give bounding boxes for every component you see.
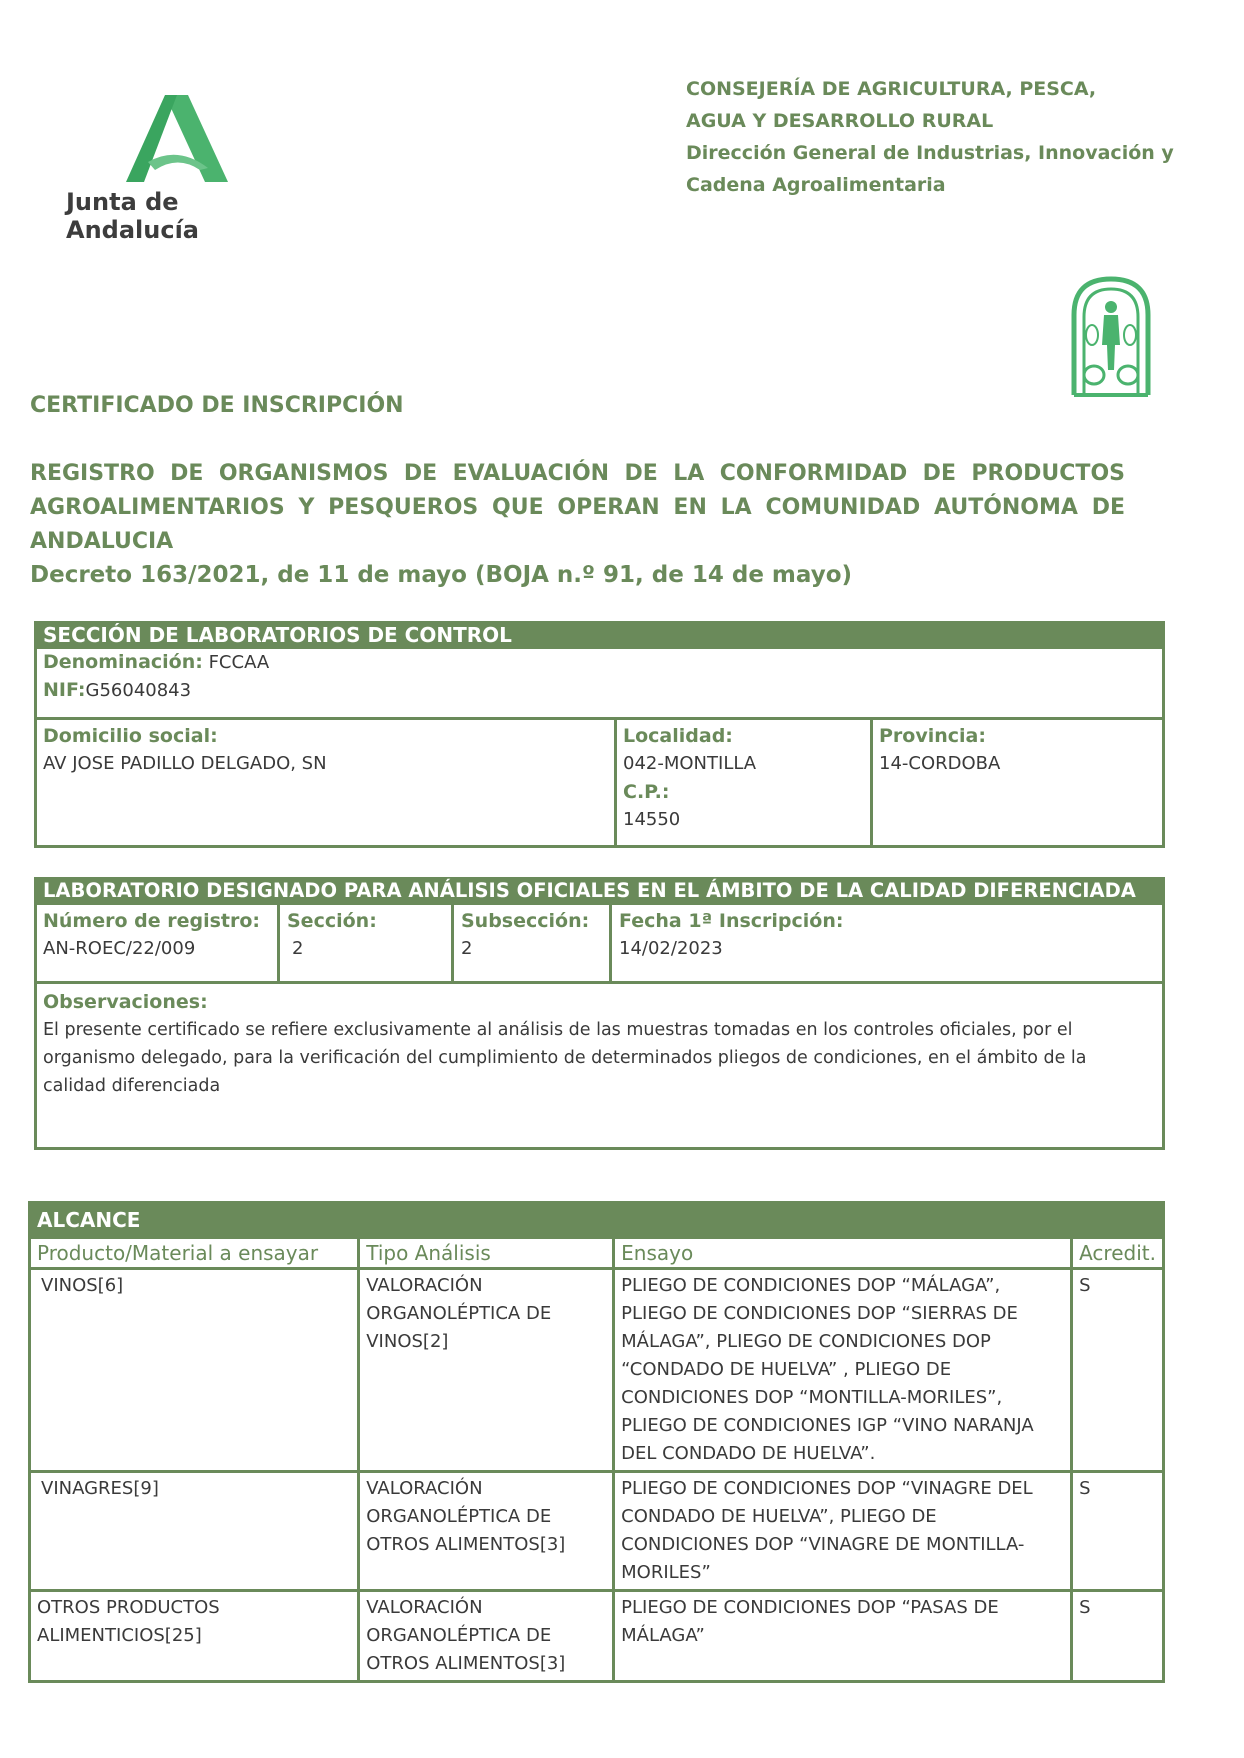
provincia-value: 14-CORDOBA	[879, 753, 1001, 774]
alcance-bar-end	[1072, 1203, 1164, 1238]
observaciones-label: Observaciones:	[43, 991, 208, 1013]
domicilio	[35, 718, 610, 782]
cp-label: C.P.:	[623, 781, 670, 803]
logo-label: Junta de Andalucía	[66, 188, 199, 244]
denominacion-value: FCCAA	[202, 652, 270, 673]
localidad	[615, 718, 865, 838]
col-header-acredit: Acredit.	[1072, 1238, 1164, 1269]
subseccion	[453, 903, 608, 967]
row-tipo: VALORACIÓN ORGANOLÉPTICA DE VINOS[2]	[359, 1269, 614, 1472]
row-acredit: S	[1072, 1472, 1164, 1591]
row-acredit: S	[1072, 1591, 1164, 1682]
fecha-inscripcion	[611, 903, 1011, 967]
row-producto: VINAGRES[9]	[30, 1472, 359, 1591]
certificate-title: CERTIFICADO DE INSCRIPCIÓN	[30, 393, 404, 418]
alcance-bar	[30, 1203, 1164, 1238]
table-row	[30, 1472, 1164, 1591]
provincia-label: Provincia:	[879, 725, 986, 747]
fecha-value: 14/02/2023	[619, 938, 723, 959]
subseccion-label: Subsección:	[461, 910, 590, 932]
col-header-ensayo: Ensayo	[614, 1238, 1072, 1269]
row-ensayo: PLIEGO DE CONDICIONES DOP “MÁLAGA”, PLIEGO DE CONDICIONES DOP “SIERRAS DE MÁLAGA”, PLIEGO DE CONDICIONES DOP “CONDADO DE HUELVA” , PLIEGO DE CONDICIONES DOP “MONTILLA-MORILES”, PLIEGO DE CONDICIONES IGP “VINO NARANJA DEL CONDADO DE HUELVA”.	[614, 1269, 1072, 1472]
observaciones	[35, 984, 1163, 1104]
registro-value: AN-ROEC/22/009	[43, 938, 196, 959]
registry-title	[30, 457, 1125, 559]
denominacion	[35, 647, 1135, 677]
laboratorio-designado-bar: LABORATORIO DESIGNADO PARA ANÁLISIS OFICIALES EN EL ÁMBITO DE LA CALIDAD DIFERENCIADA	[34, 877, 1165, 905]
dept-line-4: Cadena Agroalimentaria	[686, 174, 946, 196]
alcance-table	[28, 1201, 1165, 1683]
decree-reference: Decreto 163/2021, de 11 de mayo (BOJA n.º 91, de 14 de mayo)	[30, 562, 853, 588]
denominacion-label: Denominación:	[43, 651, 203, 673]
fecha-label: Fecha 1ª Inscripción:	[619, 910, 844, 932]
row-ensayo: PLIEGO DE CONDICIONES DOP “VINAGRE DEL CONDADO DE HUELVA”, PLIEGO DE CONDICIONES DOP “VINAGRE DE MONTILLA-MORILES”	[614, 1472, 1072, 1591]
table-row	[30, 1269, 1164, 1472]
registry-title-line-1: REGISTRO DE ORGANISMOS DE EVALUACIÓN DE LA CONFORMIDAD DE PRODUCTOS	[30, 461, 1125, 486]
registry-title-line-2: AGROALIMENTARIOS Y PESQUEROS QUE OPERAN EN LA COMUNIDAD AUTÓNOMA DE ANDALUCIA	[30, 495, 1125, 554]
nif	[35, 675, 1135, 705]
col-header-producto: Producto/Material a ensayar	[30, 1238, 359, 1269]
domicilio-label: Domicilio social:	[43, 725, 218, 747]
alcance-column-headers	[30, 1238, 1164, 1269]
seccion-label: Sección:	[287, 910, 377, 932]
row-producto: VINOS[6]	[30, 1269, 359, 1472]
registro-label: Número de registro:	[43, 910, 261, 932]
row-ensayo: PLIEGO DE CONDICIONES DOP “PASAS DE MÁLAGA”	[614, 1591, 1072, 1682]
row-acredit: S	[1072, 1269, 1164, 1472]
junta-logo	[60, 90, 300, 244]
dept-line-1: CONSEJERÍA DE AGRICULTURA, PESCA,	[686, 78, 1097, 100]
junta-logo-mark	[60, 90, 300, 190]
nif-label: NIF:	[43, 679, 86, 701]
alcance-title: ALCANCE	[30, 1203, 1072, 1238]
row-tipo: VALORACIÓN ORGANOLÉPTICA DE OTROS ALIMENTOS[3]	[359, 1591, 614, 1682]
seccion-value: 2	[292, 938, 304, 959]
observaciones-text: El presente certificado se refiere exclusivamente al análisis de las muestras tomadas en los controles oficiales, por el organismo delegado, para la verificación del cumplimiento de determinados pliegos de condiciones, en el ámbito de la calidad diferenciada	[43, 1020, 1087, 1096]
andalucia-emblem	[1068, 275, 1154, 397]
table-row	[30, 1591, 1164, 1682]
localidad-value: 042-MONTILLA	[623, 753, 757, 774]
domicilio-value: AV JOSE PADILLO DELGADO, SN	[43, 753, 327, 774]
section-laboratorios-bar: SECCIÓN DE LABORATORIOS DE CONTROL	[34, 621, 1165, 649]
dept-line-2: AGUA Y DESARROLLO RURAL	[686, 110, 994, 132]
subseccion-value: 2	[461, 938, 473, 959]
seccion	[279, 903, 449, 967]
col-header-tipo: Tipo Análisis	[359, 1238, 614, 1269]
numero-registro	[35, 903, 275, 967]
row-producto: OTROS PRODUCTOS ALIMENTICIOS[25]	[30, 1591, 359, 1682]
nif-value: G56040843	[85, 680, 192, 701]
dept-line-3: Dirección General de Industrias, Innovación y	[686, 142, 1174, 164]
department-header	[686, 73, 1206, 201]
cp-value: 14550	[623, 809, 681, 830]
localidad-label: Localidad:	[623, 725, 733, 747]
provincia	[871, 718, 1161, 782]
row-tipo: VALORACIÓN ORGANOLÉPTICA DE OTROS ALIMENTOS[3]	[359, 1472, 614, 1591]
